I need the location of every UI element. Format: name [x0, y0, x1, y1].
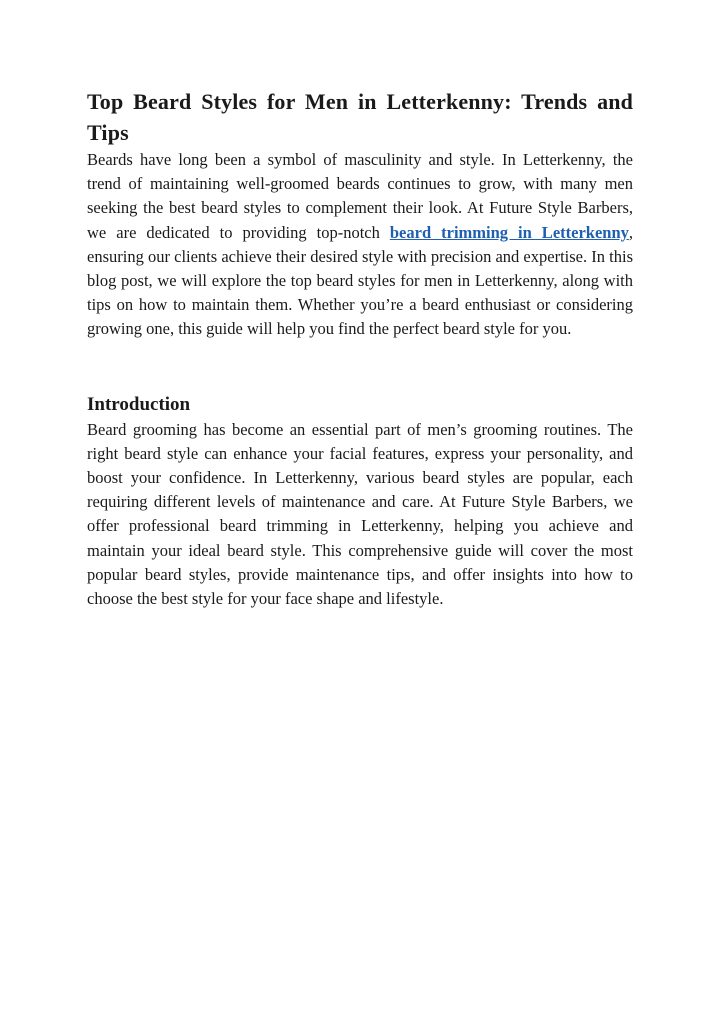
article-title: Top Beard Styles for Men in Letterkenny: Trends and Tips	[87, 89, 633, 145]
article-body	[87, 86, 633, 611]
intro-text-before-link: Beards have long been a symbol of masculinity and style. In Letterkenny, the trend of maintaining well-groomed beards continues to grow, with many men seeking the best beard styles to complement their look. At Future Style Barbers, we are dedicated to providing top-notch	[87, 150, 633, 242]
intro-text-after-link: , ensuring our clients achieve their desired style with precision and expertise. In this blog post, we will explore the top beard styles for men in Letterkenny, along with tips on how to maintain them. Whether you’re a beard enthusiast or considering growing one, this guide will help you find the perfect beard style for you.	[87, 222, 634, 339]
intro-paragraph	[87, 148, 633, 342]
beard-trimming-link[interactable]: beard trimming in Letterkenny	[389, 222, 629, 242]
introduction-paragraph: Beard grooming has become an essential part of men’s grooming routines. The right beard style can enhance your facial features, express your personality, and boost your confidence. In Letterkenny, various beard styles are popular, each requiring different levels of maintenance and care. At Future Style Barbers, we offer professional beard trimming in Letterkenny, helping you achieve and maintain your ideal beard style. This comprehensive guide will cover the most popular beard styles, provide maintenance tips, and offer insights into how to choose the best style for your face shape and lifestyle.	[87, 419, 633, 609]
introduction-heading: Introduction	[87, 393, 191, 415]
